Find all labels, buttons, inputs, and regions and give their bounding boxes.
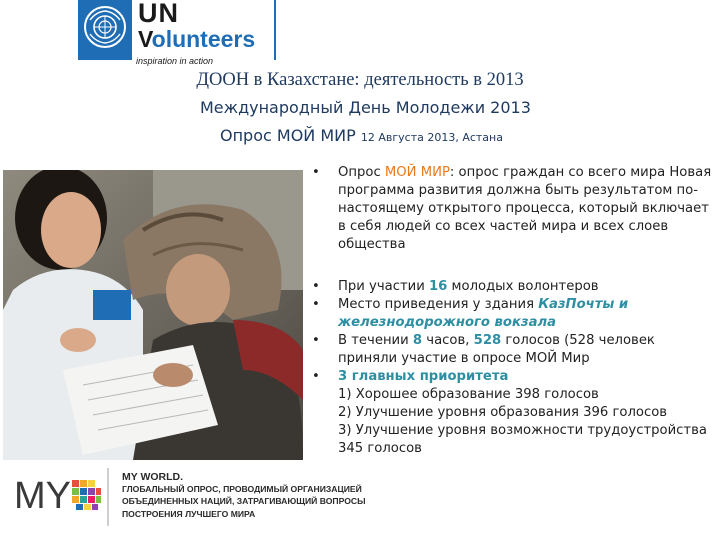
- priority-item: 2) Улучшение уровня образования 396 голосов: [338, 405, 668, 420]
- priority-item: 3) Улучшение уровня возможности трудоустройства 345 голосов: [338, 423, 707, 456]
- my-world-title: MY WORLD.: [122, 471, 184, 483]
- un-emblem-icon: [84, 6, 126, 48]
- priority-item: 1) Хорошее образование 398 голосов: [338, 387, 599, 402]
- list-item: • В течении 8 часов, 528 голосов (528 человек приняли участие в опросе МОЙ Мир: [312, 333, 655, 366]
- bullet-marker: •: [312, 165, 320, 180]
- logo-un-text: UN: [138, 0, 179, 28]
- list-item: [312, 368, 716, 458]
- my-world-logo-text: MY: [14, 475, 71, 517]
- footer-divider: [107, 468, 109, 526]
- logo-wordmark: [132, 0, 274, 60]
- footer-line: ОБЪЕДИНЕННЫХ НАЦИЙ, ЗАТРАГИВАЮЩИЙ ВОПРОСЫ: [122, 496, 366, 507]
- my-world-description: [122, 471, 366, 520]
- bullet-marker: •: [312, 297, 320, 312]
- logo-volunteers-text: Volunteers: [138, 26, 256, 52]
- bullet-list: [312, 164, 716, 458]
- globe-mosaic-icon: [71, 479, 101, 510]
- list-item: • При участии 16 молодых волонтеров: [312, 279, 599, 294]
- footer-line: ГЛОБАЛЬНЫЙ ОПРОС, ПРОВОДИМЫЙ ОРГАНИЗАЦИЕЙ: [122, 484, 362, 495]
- volunteer-survey-photo: [3, 170, 303, 460]
- bullet-marker: •: [312, 333, 320, 348]
- page-title: ДООН в Казахстане: деятельность в 2013: [196, 70, 524, 90]
- footer-line: ПОСТРОЕНИЯ ЛУЧШЕГО МИРА: [122, 508, 256, 519]
- event-date: 12 Августа 2013, Астана: [360, 131, 503, 144]
- list-item: • Место приведения у здания КазПочты и железнодорожного вокзала: [312, 297, 629, 330]
- bullet-marker: •: [312, 279, 320, 294]
- list-item: • Опрос МОЙ МИР: опрос граждан со всего мира Новая программа развития должна быть результатом по-настоящему открытого процесса, который включает в себя людей со всех частей мира и всех слоев общества: [312, 165, 712, 252]
- my-world-logo: [14, 470, 102, 520]
- un-volunteers-logo: [78, 0, 276, 60]
- bullet-marker: •: [312, 369, 320, 384]
- event-name: Опрос МОЙ МИР: [220, 126, 356, 145]
- page-subtitle: Международный День Молодежи 2013: [200, 98, 531, 117]
- event-title: [220, 126, 503, 145]
- logo-tagline: inspiration in action: [136, 56, 214, 66]
- priorities-heading: 3 главных приоритета: [338, 369, 509, 384]
